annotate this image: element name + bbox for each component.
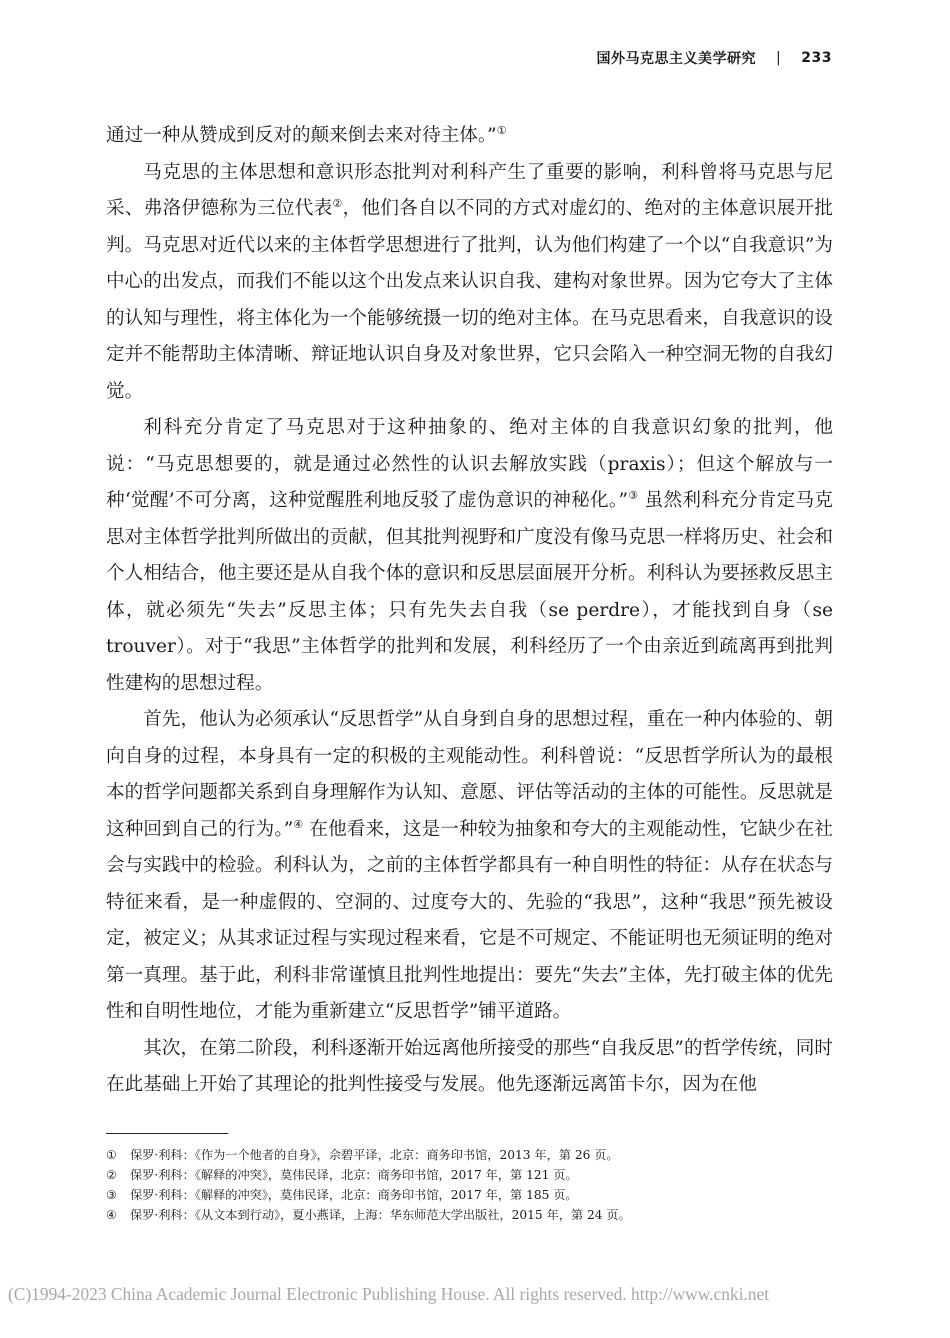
footnote-mark: ④ bbox=[106, 1208, 117, 1222]
footnote bbox=[106, 1145, 833, 1165]
footnote bbox=[106, 1205, 833, 1225]
footnote-ref: ③ bbox=[627, 489, 639, 502]
paragraph bbox=[106, 118, 833, 155]
footnote bbox=[106, 1185, 833, 1205]
paragraph bbox=[106, 1031, 833, 1104]
paragraph bbox=[106, 410, 833, 702]
footnote-text: 保罗·利科：《解释的冲突》，莫伟民译，北京：商务印书馆，2017 年，第 121 页。 bbox=[130, 1168, 578, 1182]
footnotes bbox=[106, 1145, 833, 1225]
footnote-text: 保罗·利科：《从文本到行动》，夏小燕译，上海：华东师范大学出版社，2015 年，第 24 页。 bbox=[130, 1208, 631, 1222]
paragraph bbox=[106, 155, 833, 411]
paragraph-text: 通过一种从赞成到反对的颠来倒去来对待主体。” bbox=[106, 125, 497, 146]
running-header bbox=[597, 48, 832, 68]
footnote-text: 保罗·利科：《作为一个他者的自身》，佘碧平译，北京：商务印书馆，2013 年，第 26 页。 bbox=[130, 1148, 619, 1162]
footnote-mark: ③ bbox=[106, 1188, 117, 1202]
body-text bbox=[106, 118, 833, 1104]
paragraph-text: ，他们各自以不同的方式对虚幻的、绝对的主体意识展开批判。马克思对近代以来的主体哲学思想进行了批判，认为他们构建了一个以“自我意识”为中心的出发点，而我们不能以这个出发点来认识自我、建构对象世界。因为它夸大了主体的认知与理性，将主体化为一个能够统摄一切的绝对主体。在马克思看来，自我意识的设定并不能帮助主体清晰、辩证地认识自身及对象世界，它只会陷入一种空洞无物的自我幻觉。 bbox=[106, 198, 833, 402]
paragraph-text: 利科充分肯定了马克思对于这种抽象的、绝对主体的自我意识幻象的批判，他说：“马克思想要的，就是通过必然性的认识去解放实践（praxis）；但这个解放与一种‘觉醒’不可分离，这种觉醒胜利地反驳了虚伪意识的神秘化。” bbox=[106, 417, 833, 511]
paragraph-text: 首先，他认为必须承认“反思哲学”从自身到自身的思想过程，重在一种内体验的、朝向自身的过程，本身具有一定的积极的主观能动性。利科曾说：“反思哲学所认为的最根本的哲学问题都关系到自身理解作为认知、意愿、评估等活动的主体的可能性。反思就是这种回到自己的行为。” bbox=[106, 709, 833, 840]
paragraph-text: 马克思的主体思想和意识形态批判对利科产生了重要的影响，利科曾将马克思与尼采、弗洛伊德称为三位代表 bbox=[106, 161, 833, 219]
page-number: 233 bbox=[801, 50, 832, 66]
footnote-mark: ② bbox=[106, 1168, 117, 1182]
journal-section-title: 国外马克思主义美学研究 bbox=[596, 51, 757, 67]
header-separator: | bbox=[776, 50, 782, 66]
footnote-ref: ① bbox=[496, 124, 507, 137]
footnote-text: 保罗·利科：《解释的冲突》，莫伟民译，北京：商务印书馆，2017 年，第 185 页。 bbox=[130, 1188, 578, 1202]
footnote-ref: ② bbox=[332, 197, 343, 210]
paragraph-text: 在他看来，这是一种较为抽象和夸大的主观能动性，它缺少在社会与实践中的检验。利科认为，之前的主体哲学都具有一种自明性的特征：从存在状态与特征来看，是一种虚假的、空洞的、过度夸大的、先验的“我思”，这种“我思”预先被设定，被定义；从其求证过程与实现过程来看，它是不可规定、不能证明也无须证明的绝对第一真理。基于此，利科非常谨慎且批判性地提出：要先“失去”主体，先打破主体的优先性和自明性地位，才能为重新建立“反思哲学”铺平道路。 bbox=[106, 818, 833, 1022]
paragraph-text: 虽然利科充分肯定马克思对主体哲学批判所做出的贡献，但其批判视野和广度没有像马克思一样将历史、社会和个人相结合，他主要还是从自我个体的意识和反思层面展开分析。利科认为要拯救反思主体，就必须先“失去”反思主体；只有先失去自我（se perdre），才能找到自身（se trouver）。对于“我思”主体哲学的批判和发展，利科经历了一个由亲近到疏离再到批判性建构的思想过程。 bbox=[106, 490, 833, 694]
footnote bbox=[106, 1165, 833, 1185]
footnote-mark: ① bbox=[106, 1148, 117, 1162]
footnote-rule bbox=[106, 1133, 228, 1134]
copyright-notice: (C)1994-2023 China Academic Journal Electronic Publishing House. All rights reserved. http://www.cnki.net bbox=[8, 1284, 770, 1304]
paragraph-text: 其次，在第二阶段，利科逐渐开始远离他所接受的那些“自我反思”的哲学传统，同时在此基础上开始了其理论的批判性接受与发展。他先逐渐远离笛卡尔，因为在他 bbox=[106, 1037, 833, 1095]
footnote-ref: ④ bbox=[293, 817, 304, 831]
paragraph bbox=[106, 702, 833, 1031]
